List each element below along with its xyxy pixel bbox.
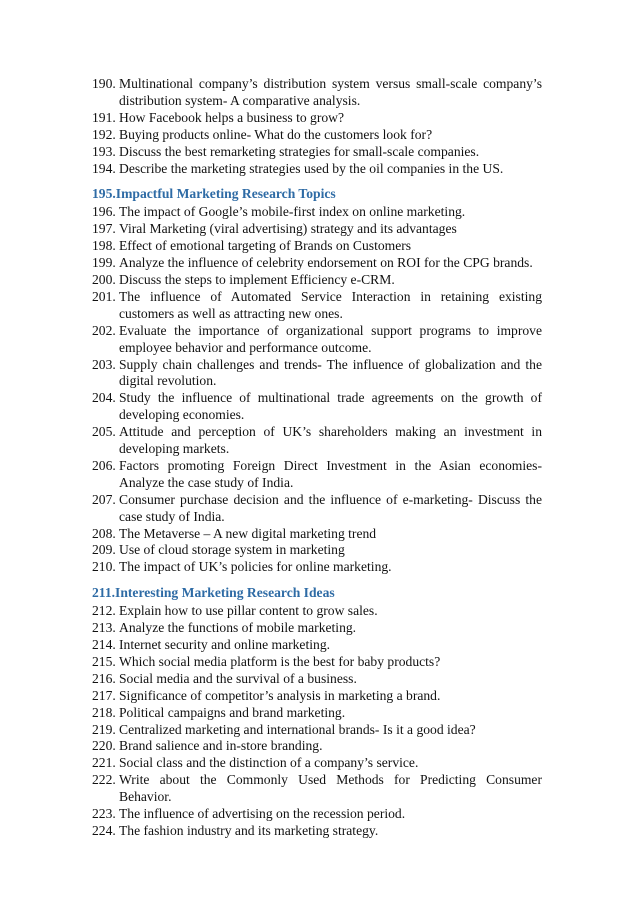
list-item — [92, 738, 542, 755]
list-item — [92, 603, 542, 620]
item-text: Significance of competitor’s analysis in marketing a brand. — [119, 687, 441, 703]
item-text: Internet security and online marketing. — [119, 637, 331, 652]
item-text: How Facebook helps a business to grow? — [119, 109, 345, 125]
item-number: 196. — [92, 204, 116, 220]
item-text: Analyze the influence of celebrity endorsement on ROI for the CPG brands. — [119, 255, 533, 271]
item-text: The impact of Google’s mobile-first index on online marketing. — [119, 204, 466, 220]
item-number: 190. — [92, 76, 116, 91]
item-text: Explain how to use pillar content to grow sales. — [119, 603, 378, 619]
item-number: 210. — [92, 559, 116, 575]
item-text: Viral Marketing (viral advertising) strategy and its advantages — [119, 221, 457, 237]
item-number: 208. — [92, 525, 116, 541]
list-item — [92, 161, 542, 178]
item-text: Social class and the distinction of a company’s service. — [119, 755, 419, 771]
list-item — [92, 705, 542, 722]
item-number: 192. — [92, 126, 116, 142]
item-text: Centralized marketing and international brands- Is it a good idea? — [119, 721, 476, 737]
list-item — [92, 637, 542, 654]
item-text: Supply chain challenges and trends- The influence of globalization and the digital revolution. — [119, 356, 542, 389]
item-number: 194. — [92, 160, 116, 176]
item-number: 215. — [92, 653, 116, 669]
list-item — [92, 542, 542, 559]
item-number: 198. — [92, 238, 116, 254]
item-number: 212. — [92, 603, 116, 619]
item-text: Brand salience and in-store branding. — [119, 738, 323, 754]
item-text: Study the influence of multinational trade agreements on the growth of developing economies. — [119, 390, 542, 423]
item-text: Social media and the survival of a business. — [119, 670, 357, 686]
list-item — [92, 390, 542, 424]
list-item — [92, 144, 542, 161]
item-number: 214. — [92, 637, 116, 652]
list-item — [92, 620, 542, 637]
item-number: 205. — [92, 424, 116, 440]
list-item — [92, 755, 542, 772]
section-heading-impactful: 195.Impactful Marketing Research Topics — [92, 186, 336, 202]
item-text: Describe the marketing strategies used by the oil companies in the US. — [119, 160, 504, 176]
topic-list-1 — [92, 76, 542, 177]
item-text: The fashion industry and its marketing strategy. — [119, 822, 379, 838]
list-item — [92, 772, 542, 806]
section-heading-interesting: 211.Interesting Marketing Research Ideas — [92, 585, 335, 601]
item-text: Factors promoting Foreign Direct Investment in the Asian economies- Analyze the case study of India. — [119, 457, 542, 490]
list-item — [92, 272, 542, 289]
topic-list-3 — [92, 603, 542, 840]
item-number: 218. — [92, 704, 116, 720]
item-text: The influence of Automated Service Interaction in retaining existing customers as well as attracting new ones. — [119, 288, 542, 321]
item-number: 191. — [92, 109, 116, 125]
item-number: 216. — [92, 670, 116, 686]
item-number: 223. — [92, 806, 116, 822]
topic-list-2 — [92, 204, 542, 576]
item-text: The influence of advertising on the recession period. — [119, 806, 406, 822]
item-number: 209. — [92, 542, 116, 558]
item-number: 197. — [92, 221, 116, 237]
item-text: Consumer purchase decision and the influence of e-marketing- Discuss the case study of India. — [119, 491, 542, 524]
item-text: Multinational company’s distribution system versus small-scale company’s distribution system- A comparative analysis. — [119, 76, 542, 108]
item-number: 204. — [92, 390, 116, 406]
list-item — [92, 458, 542, 492]
item-text: Which social media platform is the best for baby products? — [119, 653, 441, 669]
list-item — [92, 357, 542, 391]
item-number: 193. — [92, 143, 116, 159]
item-number: 219. — [92, 721, 116, 737]
item-number: 199. — [92, 255, 116, 271]
item-text: Buying products online- What do the customers look for? — [119, 126, 433, 142]
list-item — [92, 559, 542, 576]
item-text: Attitude and perception of UK’s shareholders making an investment in developing markets. — [119, 424, 542, 457]
item-text: Political campaigns and brand marketing. — [119, 704, 346, 720]
list-item — [92, 110, 542, 127]
page-content — [92, 76, 542, 840]
list-item — [92, 654, 542, 671]
list-item — [92, 492, 542, 526]
list-item — [92, 323, 542, 357]
list-item — [92, 76, 542, 110]
item-number: 203. — [92, 356, 116, 372]
item-text: Write about the Commonly Used Methods for Predicting Consumer Behavior. — [119, 772, 542, 805]
list-item — [92, 221, 542, 238]
list-item — [92, 255, 542, 272]
item-number: 222. — [92, 772, 116, 788]
item-number: 213. — [92, 620, 116, 636]
list-item — [92, 127, 542, 144]
list-item — [92, 204, 542, 221]
item-text: Evaluate the importance of organizational support programs to improve employee behavior and performance outcome. — [119, 322, 542, 355]
item-text: The Metaverse – A new digital marketing trend — [119, 525, 377, 541]
item-number: 206. — [92, 457, 116, 473]
list-item — [92, 526, 542, 543]
list-item — [92, 671, 542, 688]
item-number: 201. — [92, 288, 116, 304]
item-text: The impact of UK’s policies for online marketing. — [119, 559, 392, 575]
list-item — [92, 424, 542, 458]
item-text: Analyze the functions of mobile marketing. — [119, 620, 357, 636]
item-number: 202. — [92, 322, 116, 338]
item-text: Discuss the best remarketing strategies for small-scale companies. — [119, 143, 480, 159]
item-text: Discuss the steps to implement Efficiency e-CRM. — [119, 271, 395, 287]
list-item — [92, 238, 542, 255]
list-item — [92, 722, 542, 739]
item-number: 224. — [92, 822, 116, 838]
item-number: 207. — [92, 491, 116, 507]
item-number: 217. — [92, 687, 116, 703]
item-number: 200. — [92, 271, 116, 287]
item-text: Use of cloud storage system in marketing — [119, 542, 345, 558]
list-item — [92, 289, 542, 323]
list-item — [92, 806, 542, 823]
list-item — [92, 823, 542, 840]
item-number: 220. — [92, 738, 116, 754]
item-number: 221. — [92, 755, 116, 771]
item-text: Effect of emotional targeting of Brands on Customers — [119, 238, 412, 254]
list-item — [92, 688, 542, 705]
